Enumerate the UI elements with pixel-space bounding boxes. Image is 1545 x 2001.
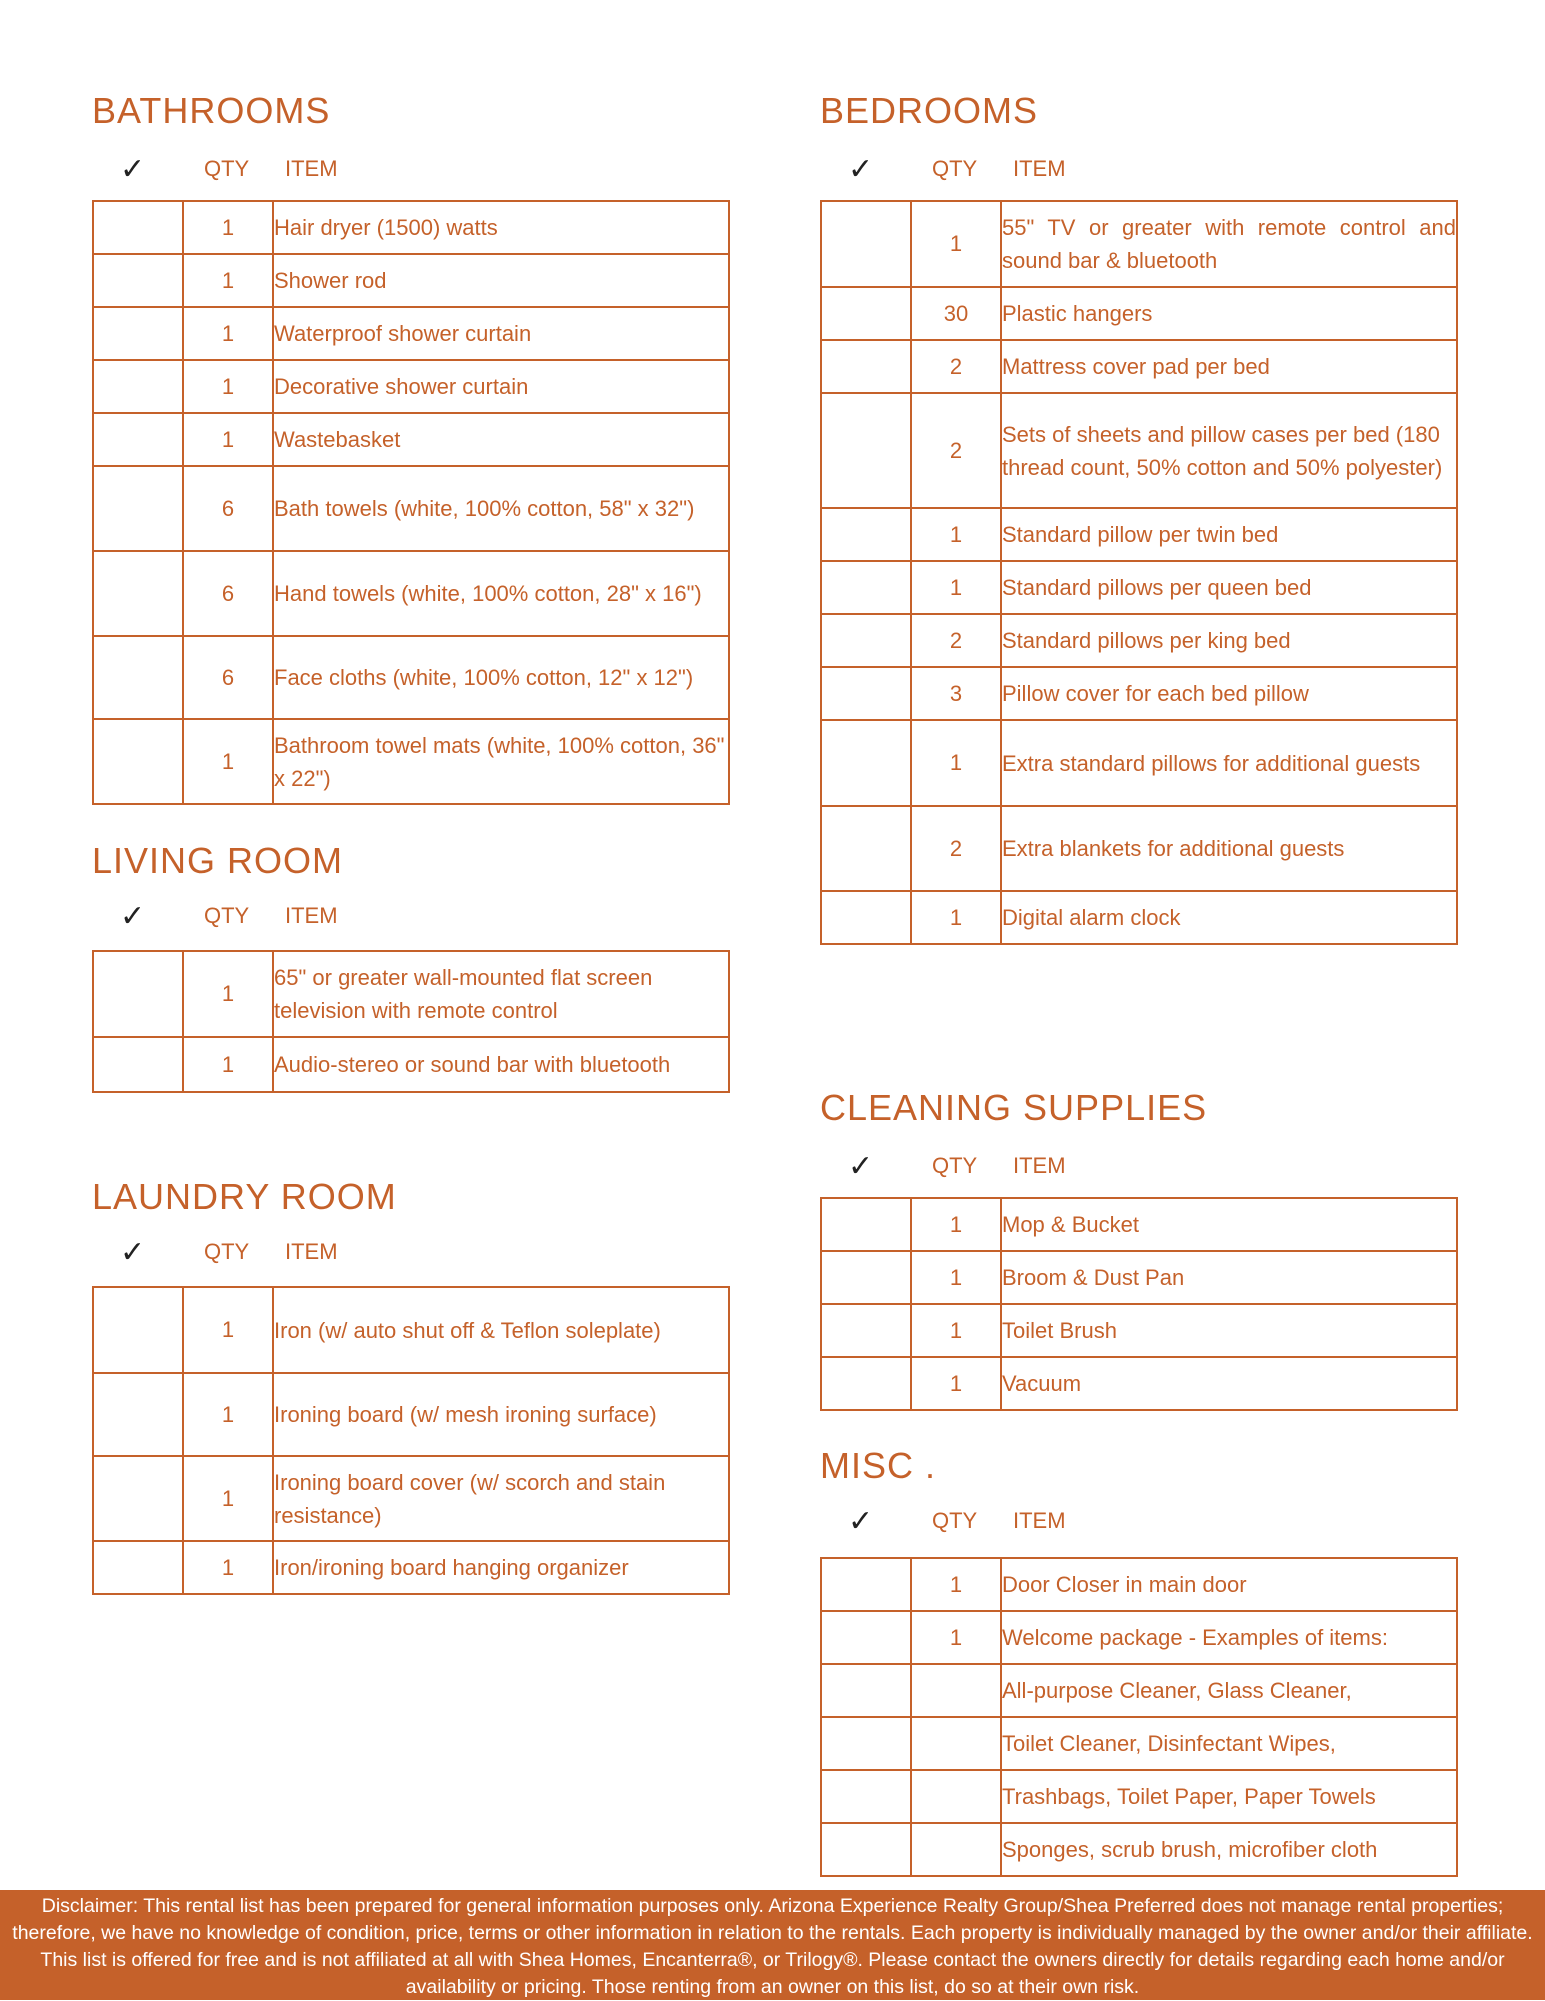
table-header: [820, 150, 1460, 190]
table-header: [92, 150, 732, 190]
checklist-table: [92, 1286, 730, 1595]
checkbox-cell[interactable]: [821, 1717, 911, 1770]
item-cell: Pillow cover for each bed pillow: [1001, 667, 1457, 720]
table-row: [93, 466, 729, 551]
qty-cell: 1: [911, 561, 1001, 614]
qty-cell: 30: [911, 287, 1001, 340]
item-cell: Digital alarm clock: [1001, 891, 1457, 944]
item-cell: Ironing board (w/ mesh ironing surface): [273, 1373, 729, 1456]
table-row: [821, 614, 1457, 667]
checkmark-icon: ✓: [120, 153, 146, 186]
checkbox-cell[interactable]: [821, 1664, 911, 1717]
checkbox-cell[interactable]: [821, 891, 911, 944]
checklist-table: [820, 200, 1458, 945]
checkbox-cell[interactable]: [93, 719, 183, 804]
table-row: [93, 1287, 729, 1373]
checkbox-cell[interactable]: [93, 1456, 183, 1541]
qty-header: QTY: [204, 1239, 250, 1264]
qty-cell: 1: [911, 720, 1001, 806]
item-cell: Iron (w/ auto shut off & Teflon soleplate): [273, 1287, 729, 1373]
qty-cell: 2: [911, 806, 1001, 891]
checkbox-cell[interactable]: [821, 1251, 911, 1304]
item-cell: Face cloths (white, 100% cotton, 12" x 12"): [273, 636, 729, 719]
table-row: [821, 1304, 1457, 1357]
item-cell: Extra standard pillows for additional guests: [1001, 720, 1457, 806]
qty-cell: 1: [183, 1287, 273, 1373]
section-title: BEDROOMS: [820, 90, 1039, 131]
checkbox-cell[interactable]: [93, 951, 183, 1037]
item-cell: Shower rod: [273, 254, 729, 307]
qty-cell: 1: [911, 891, 1001, 944]
item-cell: 65" or greater wall-mounted flat screen television with remote control: [273, 951, 729, 1037]
table-row: [93, 201, 729, 254]
item-header: ITEM: [285, 903, 338, 928]
item-cell: Broom & Dust Pan: [1001, 1251, 1457, 1304]
item-header: ITEM: [1013, 156, 1066, 181]
qty-header: QTY: [932, 1508, 978, 1533]
table-row: [93, 1541, 729, 1594]
qty-cell: 1: [183, 1541, 273, 1594]
item-cell: Toilet Cleaner, Disinfectant Wipes,: [1001, 1717, 1457, 1770]
item-cell: Ironing board cover (w/ scorch and stain resistance): [273, 1456, 729, 1541]
table-row: [821, 1770, 1457, 1823]
section-title: BATHROOMS: [92, 90, 331, 131]
item-cell: Toilet Brush: [1001, 1304, 1457, 1357]
qty-cell: 1: [183, 254, 273, 307]
table-row: [821, 508, 1457, 561]
table-row: [821, 201, 1457, 287]
disclaimer-footer: Disclaimer: This rental list has been prepared for general information purposes only. Arizona Experience Realty Group/Shea Preferred does not manage rental properties; therefore, we have no knowledge of condition, price, terms or other information in relation to the rentals. Each property is individually managed by the owner and/or their affiliate. This list is offered for free and is not affiliated at all with Shea Homes, Encanterra®, or Trilogy®. Please contact the owners directly for details regarding each home and/or availability or pricing. Those renting from an owner on this list, do so at their own risk.: [0, 1890, 1545, 2000]
qty-header: QTY: [932, 156, 978, 181]
checkbox-cell[interactable]: [821, 340, 911, 393]
checkbox-cell[interactable]: [821, 1198, 911, 1251]
checkbox-cell[interactable]: [821, 1611, 911, 1664]
qty-cell: 3: [911, 667, 1001, 720]
item-cell: Standard pillow per twin bed: [1001, 508, 1457, 561]
item-cell: Mop & Bucket: [1001, 1198, 1457, 1251]
checkbox-cell[interactable]: [93, 636, 183, 719]
section-title: CLEANING SUPPLIES: [820, 1087, 1208, 1128]
checkbox-cell[interactable]: [821, 1357, 911, 1410]
table-row: [93, 1456, 729, 1541]
item-header: ITEM: [285, 156, 338, 181]
checkbox-cell[interactable]: [821, 806, 911, 891]
checklist-table: [92, 200, 730, 805]
item-cell: Vacuum: [1001, 1357, 1457, 1410]
table-header: [92, 897, 732, 937]
qty-cell: 1: [183, 201, 273, 254]
checkmark-icon: ✓: [120, 900, 146, 933]
table-row: [821, 891, 1457, 944]
table-row: [821, 1664, 1457, 1717]
qty-cell: 1: [911, 508, 1001, 561]
checklist-table: [820, 1197, 1458, 1411]
qty-cell: 1: [183, 1373, 273, 1456]
checkmark-icon: ✓: [120, 1236, 146, 1269]
table-row: [93, 1037, 729, 1092]
item-cell: Welcome package - Examples of items:: [1001, 1611, 1457, 1664]
qty-cell: 2: [911, 393, 1001, 508]
table-row: [821, 720, 1457, 806]
table-row: [93, 307, 729, 360]
table-header: [820, 1147, 1460, 1187]
item-cell: All-purpose Cleaner, Glass Cleaner,: [1001, 1664, 1457, 1717]
checkbox-cell[interactable]: [821, 1770, 911, 1823]
qty-cell: 2: [911, 340, 1001, 393]
item-header: ITEM: [1013, 1153, 1066, 1178]
item-cell: Decorative shower curtain: [273, 360, 729, 413]
checkbox-cell[interactable]: [93, 1037, 183, 1092]
qty-header: QTY: [204, 903, 250, 928]
qty-cell: 1: [183, 307, 273, 360]
item-cell: Extra blankets for additional guests: [1001, 806, 1457, 891]
qty-cell: 1: [911, 201, 1001, 287]
table-row: [93, 951, 729, 1037]
section-title: LIVING ROOM: [92, 840, 344, 881]
item-cell: Waterproof shower curtain: [273, 307, 729, 360]
qty-cell: 1: [911, 1304, 1001, 1357]
qty-cell: 1: [911, 1198, 1001, 1251]
item-cell: Trashbags, Toilet Paper, Paper Towels: [1001, 1770, 1457, 1823]
checkbox-cell[interactable]: [821, 393, 911, 508]
section-title: LAUNDRY ROOM: [92, 1176, 397, 1217]
item-cell: Door Closer in main door: [1001, 1558, 1457, 1611]
table-row: [821, 287, 1457, 340]
qty-cell: [911, 1664, 1001, 1717]
table-row: [93, 551, 729, 636]
checkbox-cell[interactable]: [821, 1558, 911, 1611]
item-cell: Standard pillows per queen bed: [1001, 561, 1457, 614]
table-row: [821, 667, 1457, 720]
checkmark-icon: ✓: [848, 1505, 874, 1538]
checkbox-cell[interactable]: [821, 201, 911, 287]
qty-cell: 1: [911, 1357, 1001, 1410]
checkbox-cell[interactable]: [93, 1287, 183, 1373]
item-cell: 55" TV or greater with remote control and sound bar & bluetooth: [1001, 201, 1457, 287]
item-cell: Mattress cover pad per bed: [1001, 340, 1457, 393]
qty-cell: 1: [911, 1611, 1001, 1664]
checklist-table: [820, 1557, 1458, 1877]
item-cell: Hand towels (white, 100% cotton, 28" x 16"): [273, 551, 729, 636]
qty-cell: 1: [183, 1456, 273, 1541]
checkbox-cell[interactable]: [821, 287, 911, 340]
table-header: [820, 1502, 1460, 1542]
checkbox-cell[interactable]: [93, 360, 183, 413]
table-row: [821, 1823, 1457, 1876]
checkbox-cell[interactable]: [821, 614, 911, 667]
table-header: [92, 1233, 732, 1273]
qty-cell: 6: [183, 466, 273, 551]
table-row: [821, 1198, 1457, 1251]
item-cell: Bath towels (white, 100% cotton, 58" x 32"): [273, 466, 729, 551]
item-cell: Standard pillows per king bed: [1001, 614, 1457, 667]
qty-header: QTY: [204, 156, 250, 181]
checkbox-cell[interactable]: [821, 1823, 911, 1876]
checklist-table: [92, 950, 730, 1093]
item-header: ITEM: [1013, 1508, 1066, 1533]
item-cell: Plastic hangers: [1001, 287, 1457, 340]
checkbox-cell[interactable]: [93, 1373, 183, 1456]
table-row: [821, 1558, 1457, 1611]
table-row: [821, 806, 1457, 891]
qty-cell: 1: [183, 719, 273, 804]
qty-cell: 1: [183, 360, 273, 413]
item-cell: Sets of sheets and pillow cases per bed (180 thread count, 50% cotton and 50% polyester): [1001, 393, 1457, 508]
checkbox-cell[interactable]: [93, 254, 183, 307]
qty-cell: 1: [183, 951, 273, 1037]
table-row: [821, 1251, 1457, 1304]
checkbox-cell[interactable]: [821, 720, 911, 806]
table-row: [821, 1611, 1457, 1664]
table-row: [93, 719, 729, 804]
item-cell: Iron/ironing board hanging organizer: [273, 1541, 729, 1594]
table-row: [93, 636, 729, 719]
table-row: [821, 1717, 1457, 1770]
checkbox-cell[interactable]: [93, 551, 183, 636]
section-title: MISC .: [820, 1445, 937, 1486]
qty-cell: 1: [911, 1251, 1001, 1304]
table-row: [821, 561, 1457, 614]
table-row: [821, 393, 1457, 508]
table-row: [93, 413, 729, 466]
qty-cell: [911, 1770, 1001, 1823]
qty-header: QTY: [932, 1153, 978, 1178]
table-row: [821, 1357, 1457, 1410]
item-header: ITEM: [285, 1239, 338, 1264]
checkbox-cell[interactable]: [821, 508, 911, 561]
item-cell: Hair dryer (1500) watts: [273, 201, 729, 254]
checkbox-cell[interactable]: [93, 1541, 183, 1594]
item-cell: Wastebasket: [273, 413, 729, 466]
checkbox-cell[interactable]: [93, 413, 183, 466]
qty-cell: 1: [911, 1558, 1001, 1611]
checkbox-cell[interactable]: [821, 667, 911, 720]
checkbox-cell[interactable]: [821, 1304, 911, 1357]
table-row: [93, 254, 729, 307]
item-cell: Audio-stereo or sound bar with bluetooth: [273, 1037, 729, 1092]
qty-cell: 2: [911, 614, 1001, 667]
checkbox-cell[interactable]: [821, 561, 911, 614]
checkbox-cell[interactable]: [93, 201, 183, 254]
checkmark-icon: ✓: [848, 1150, 874, 1183]
checkbox-cell[interactable]: [93, 307, 183, 360]
qty-cell: 6: [183, 636, 273, 719]
qty-cell: 1: [183, 413, 273, 466]
item-cell: Sponges, scrub brush, microfiber cloth: [1001, 1823, 1457, 1876]
qty-cell: [911, 1717, 1001, 1770]
checkbox-cell[interactable]: [93, 466, 183, 551]
item-cell: Bathroom towel mats (white, 100% cotton, 36" x 22"): [273, 719, 729, 804]
checkmark-icon: ✓: [848, 153, 874, 186]
qty-cell: 1: [183, 1037, 273, 1092]
table-row: [821, 340, 1457, 393]
table-row: [93, 1373, 729, 1456]
qty-cell: 6: [183, 551, 273, 636]
table-row: [93, 360, 729, 413]
qty-cell: [911, 1823, 1001, 1876]
